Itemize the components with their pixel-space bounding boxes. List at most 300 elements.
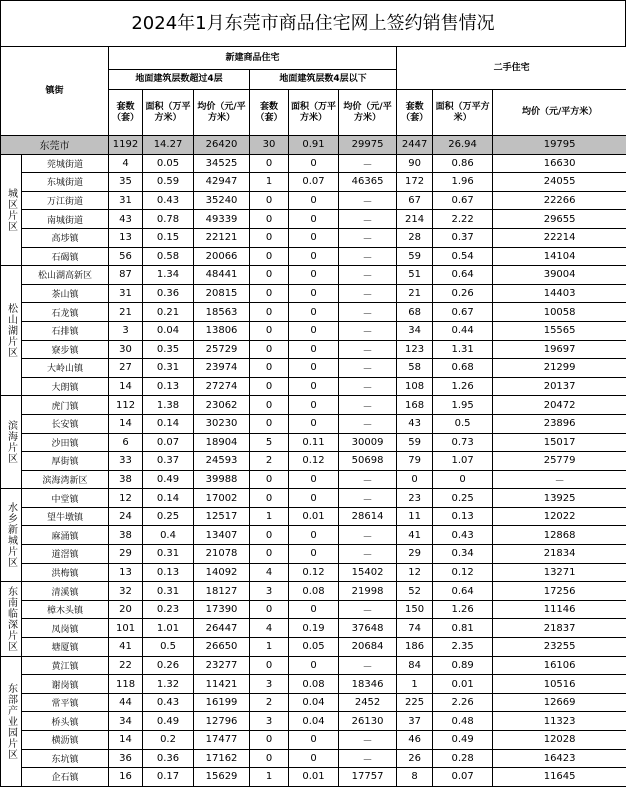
table-row <box>1 526 626 545</box>
cell-units-2nd: 46 <box>397 731 433 750</box>
table-row <box>1 284 626 303</box>
cell-units: 30 <box>109 340 143 359</box>
cell-price-2nd: 10058 <box>493 303 626 322</box>
cell-area-low: 0 <box>289 154 339 173</box>
cell-units-2nd: 108 <box>397 377 433 396</box>
cell-price-low: － <box>339 321 397 340</box>
cell-units-2nd: 168 <box>397 396 433 415</box>
region-label: 滨海片区 <box>1 396 22 489</box>
table-row <box>1 396 626 415</box>
cell-price-low: 37648 <box>339 619 397 638</box>
cell-area: 0.13 <box>143 563 194 582</box>
cell-area: 1.32 <box>143 675 194 694</box>
region-label: 松山湖片区 <box>1 266 22 396</box>
cell-units: 31 <box>109 191 143 210</box>
cell-area-2nd: 26.94 <box>433 136 493 155</box>
cell-units-low: 0 <box>250 470 289 489</box>
cell-units: 31 <box>109 284 143 303</box>
cell-units-low: 0 <box>250 526 289 545</box>
cell-units-low: 1 <box>250 507 289 526</box>
table-row <box>1 656 626 675</box>
cell-units: 56 <box>109 247 143 266</box>
cell-area: 0.36 <box>143 284 194 303</box>
table-row <box>1 359 626 378</box>
region-label: 城区片区 <box>1 154 22 266</box>
cell-area: 0.23 <box>143 600 194 619</box>
cell-area: 0.13 <box>143 377 194 396</box>
cell-units: 44 <box>109 693 143 712</box>
cell-price-2nd: 21299 <box>493 359 626 378</box>
town-name: 南城街道 <box>22 210 109 229</box>
cell-units-low: 0 <box>250 359 289 378</box>
town-name: 石排镇 <box>22 321 109 340</box>
cell-units: 87 <box>109 266 143 285</box>
cell-area-2nd: 1.26 <box>433 600 493 619</box>
cell-area-low: 0 <box>289 489 339 508</box>
cell-area-low: 0.11 <box>289 433 339 452</box>
cell-price-low: 18346 <box>339 675 397 694</box>
cell-price: 23277 <box>194 656 250 675</box>
cell-price-2nd: 22214 <box>493 228 626 247</box>
cell-price-2nd: 12022 <box>493 507 626 526</box>
cell-price-low: 17757 <box>339 768 397 787</box>
cell-area-2nd: 0.07 <box>433 768 493 787</box>
cell-units: 32 <box>109 582 143 601</box>
cell-units: 14 <box>109 731 143 750</box>
cell-price-low: 20684 <box>339 638 397 657</box>
cell-area: 0.36 <box>143 749 194 768</box>
town-name: 麻涌镇 <box>22 526 109 545</box>
cell-area: 0.2 <box>143 731 194 750</box>
cell-area-low: 0 <box>289 731 339 750</box>
cell-units-2nd: 11 <box>397 507 433 526</box>
town-name: 厚街镇 <box>22 452 109 471</box>
cell-units-low: 3 <box>250 675 289 694</box>
cell-units-2nd: 1 <box>397 675 433 694</box>
table-row <box>1 210 626 229</box>
town-name: 沙田镇 <box>22 433 109 452</box>
cell-units-2nd: 21 <box>397 284 433 303</box>
cell-units: 6 <box>109 433 143 452</box>
cell-area-low: 0 <box>289 656 339 675</box>
cell-area: 0.78 <box>143 210 194 229</box>
cell-area-2nd: 1.31 <box>433 340 493 359</box>
cell-area-2nd: 0.12 <box>433 563 493 582</box>
cell-units-2nd: 8 <box>397 768 433 787</box>
cell-price: 20066 <box>194 247 250 266</box>
cell-price-2nd: 11645 <box>493 768 626 787</box>
cell-area: 0.58 <box>143 247 194 266</box>
cell-price: 26420 <box>194 136 250 155</box>
cell-price: 23062 <box>194 396 250 415</box>
cell-units-low: 4 <box>250 563 289 582</box>
cell-price-2nd: 13271 <box>493 563 626 582</box>
cell-price-low: － <box>339 247 397 266</box>
cell-units-2nd: 41 <box>397 526 433 545</box>
cell-price-2nd: 24055 <box>493 173 626 192</box>
cell-price-2nd: 13925 <box>493 489 626 508</box>
cell-price-2nd: 20137 <box>493 377 626 396</box>
town-name: 黄江镇 <box>22 656 109 675</box>
cell-price-low: 50698 <box>339 452 397 471</box>
town-name: 道滘镇 <box>22 545 109 564</box>
cell-price: 17162 <box>194 749 250 768</box>
town-name: 东城街道 <box>22 173 109 192</box>
cell-price-2nd: 15565 <box>493 321 626 340</box>
cell-area: 0.43 <box>143 693 194 712</box>
cell-price: 12517 <box>194 507 250 526</box>
header-town: 镇街 <box>1 47 109 136</box>
table-row <box>1 303 626 322</box>
cell-area-low: 0.04 <box>289 712 339 731</box>
cell-price-2nd: 22266 <box>493 191 626 210</box>
cell-units: 112 <box>109 396 143 415</box>
cell-price: 23974 <box>194 359 250 378</box>
cell-units: 29 <box>109 545 143 564</box>
town-name: 茶山镇 <box>22 284 109 303</box>
cell-units-low: 5 <box>250 433 289 452</box>
cell-units-low: 0 <box>250 284 289 303</box>
cell-price-low: － <box>339 303 397 322</box>
cell-price-low: － <box>339 526 397 545</box>
cell-units-2nd: 186 <box>397 638 433 657</box>
town-name: 樟木头镇 <box>22 600 109 619</box>
cell-units-2nd: 52 <box>397 582 433 601</box>
cell-units: 33 <box>109 452 143 471</box>
cell-units: 38 <box>109 526 143 545</box>
table-row <box>1 228 626 247</box>
cell-units-low: 2 <box>250 452 289 471</box>
cell-price: 13407 <box>194 526 250 545</box>
town-name: 虎门镇 <box>22 396 109 415</box>
table-row <box>1 247 626 266</box>
cell-units: 36 <box>109 749 143 768</box>
table-row <box>1 377 626 396</box>
cell-area-low: 0 <box>289 210 339 229</box>
table-row <box>1 489 626 508</box>
cell-area-low: 0 <box>289 321 339 340</box>
cell-price-2nd: 17256 <box>493 582 626 601</box>
header-above-4-floors: 地面建筑层数超过4层 <box>109 70 250 90</box>
cell-units-2nd: 74 <box>397 619 433 638</box>
cell-units: 43 <box>109 210 143 229</box>
cell-price: 26447 <box>194 619 250 638</box>
cell-units: 16 <box>109 768 143 787</box>
cell-price: 17477 <box>194 731 250 750</box>
cell-area: 0.04 <box>143 321 194 340</box>
cell-area: 0.31 <box>143 359 194 378</box>
cell-price-low: 26130 <box>339 712 397 731</box>
cell-units-low: 2 <box>250 693 289 712</box>
header-units: 套数（套） <box>109 90 143 136</box>
town-name: 常平镇 <box>22 693 109 712</box>
header-price: 均价（元/平方米） <box>339 90 397 136</box>
cell-area-low: 0.01 <box>289 507 339 526</box>
header-area: 面积（万平方米） <box>433 90 493 136</box>
cell-area-low: 0 <box>289 228 339 247</box>
cell-price-low: 2452 <box>339 693 397 712</box>
cell-units: 14 <box>109 377 143 396</box>
cell-area-low: 0.04 <box>289 693 339 712</box>
cell-units: 13 <box>109 563 143 582</box>
cell-price: 35240 <box>194 191 250 210</box>
cell-area-2nd: 2.35 <box>433 638 493 657</box>
cell-price: 11421 <box>194 675 250 694</box>
cell-area-low: 0 <box>289 284 339 303</box>
cell-units-2nd: 214 <box>397 210 433 229</box>
cell-area: 0.05 <box>143 154 194 173</box>
cell-price-2nd: 21834 <box>493 545 626 564</box>
cell-price: 24593 <box>194 452 250 471</box>
cell-price-2nd: 19795 <box>493 136 626 155</box>
cell-units-low: 0 <box>250 396 289 415</box>
cell-price: 39988 <box>194 470 250 489</box>
cell-price-low: 29975 <box>339 136 397 155</box>
header-area: 面积（万平方米） <box>143 90 194 136</box>
cell-price-2nd: 12028 <box>493 731 626 750</box>
town-name: 长安镇 <box>22 414 109 433</box>
cell-area-low: 0 <box>289 526 339 545</box>
cell-units: 34 <box>109 712 143 731</box>
cell-units-low: 4 <box>250 619 289 638</box>
cell-area-2nd: 0.73 <box>433 433 493 452</box>
cell-price-low: 30009 <box>339 433 397 452</box>
cell-area-low: 0 <box>289 749 339 768</box>
town-name: 横沥镇 <box>22 731 109 750</box>
cell-price: 30230 <box>194 414 250 433</box>
cell-price: 27274 <box>194 377 250 396</box>
town-name: 石龙镇 <box>22 303 109 322</box>
cell-price-2nd: 20472 <box>493 396 626 415</box>
cell-price-low: － <box>339 396 397 415</box>
cell-area-2nd: 1.96 <box>433 173 493 192</box>
cell-area-2nd: 0.89 <box>433 656 493 675</box>
cell-price-2nd: 16423 <box>493 749 626 768</box>
table-row <box>1 452 626 471</box>
cell-area-low: 0.08 <box>289 675 339 694</box>
cell-units-low: 0 <box>250 600 289 619</box>
cell-price-low: － <box>339 545 397 564</box>
cell-price: 16199 <box>194 693 250 712</box>
cell-area-2nd: 0 <box>433 470 493 489</box>
cell-units: 24 <box>109 507 143 526</box>
cell-price-2nd: 29655 <box>493 210 626 229</box>
cell-price-2nd: 12669 <box>493 693 626 712</box>
cell-area: 0.49 <box>143 470 194 489</box>
cell-units: 4 <box>109 154 143 173</box>
cell-area: 0.21 <box>143 303 194 322</box>
town-name: 望牛墩镇 <box>22 507 109 526</box>
cell-area-low: 0 <box>289 303 339 322</box>
town-name: 莞城街道 <box>22 154 109 173</box>
table-row <box>1 619 626 638</box>
table-row <box>1 173 626 192</box>
table-row <box>1 693 626 712</box>
cell-price-2nd: 14403 <box>493 284 626 303</box>
cell-units-low: 30 <box>250 136 289 155</box>
cell-price-low: － <box>339 749 397 768</box>
cell-units-low: 0 <box>250 247 289 266</box>
cell-area-low: 0.01 <box>289 768 339 787</box>
cell-price-low: － <box>339 359 397 378</box>
cell-area-2nd: 0.68 <box>433 359 493 378</box>
cell-price-low: － <box>339 656 397 675</box>
cell-price: 21078 <box>194 545 250 564</box>
cell-area-2nd: 0.54 <box>433 247 493 266</box>
table-row-total <box>1 136 626 155</box>
cell-area-2nd: 1.95 <box>433 396 493 415</box>
cell-area-low: 0.91 <box>289 136 339 155</box>
cell-units-low: 0 <box>250 731 289 750</box>
cell-price-2nd: 15017 <box>493 433 626 452</box>
table-row <box>1 266 626 285</box>
header-units: 套数（套） <box>250 90 289 136</box>
table-row <box>1 638 626 657</box>
cell-units-2nd: 172 <box>397 173 433 192</box>
cell-price-low: － <box>339 489 397 508</box>
cell-price: 15629 <box>194 768 250 787</box>
town-name: 桥头镇 <box>22 712 109 731</box>
cell-units-low: 0 <box>250 545 289 564</box>
town-name: 大朗镇 <box>22 377 109 396</box>
cell-units-2nd: 51 <box>397 266 433 285</box>
cell-price: 14092 <box>194 563 250 582</box>
town-name: 企石镇 <box>22 768 109 787</box>
cell-area: 0.31 <box>143 545 194 564</box>
cell-area-2nd: 0.26 <box>433 284 493 303</box>
cell-units-2nd: 59 <box>397 433 433 452</box>
cell-units: 101 <box>109 619 143 638</box>
cell-units: 21 <box>109 303 143 322</box>
cell-area: 0.15 <box>143 228 194 247</box>
table-row <box>1 675 626 694</box>
cell-area: 0.14 <box>143 489 194 508</box>
cell-units-2nd: 68 <box>397 303 433 322</box>
cell-area-2nd: 0.64 <box>433 582 493 601</box>
cell-price: 18904 <box>194 433 250 452</box>
cell-area: 0.17 <box>143 768 194 787</box>
cell-area-2nd: 0.81 <box>433 619 493 638</box>
cell-units-low: 1 <box>250 768 289 787</box>
cell-units: 14 <box>109 414 143 433</box>
cell-area-low: 0 <box>289 545 339 564</box>
cell-area: 0.14 <box>143 414 194 433</box>
cell-price-2nd: 11146 <box>493 600 626 619</box>
cell-price-low: － <box>339 731 397 750</box>
cell-area-2nd: 0.5 <box>433 414 493 433</box>
cell-units-low: 3 <box>250 712 289 731</box>
cell-area-low: 0 <box>289 600 339 619</box>
cell-units: 20 <box>109 600 143 619</box>
cell-price-2nd: 14104 <box>493 247 626 266</box>
cell-units: 38 <box>109 470 143 489</box>
cell-area-2nd: 2.22 <box>433 210 493 229</box>
cell-area: 0.49 <box>143 712 194 731</box>
cell-area-2nd: 0.67 <box>433 191 493 210</box>
cell-units-2nd: 29 <box>397 545 433 564</box>
cell-units-2nd: 0 <box>397 470 433 489</box>
cell-area: 0.25 <box>143 507 194 526</box>
cell-area: 0.59 <box>143 173 194 192</box>
cell-units: 12 <box>109 489 143 508</box>
cell-price-low: － <box>339 154 397 173</box>
cell-area: 0.35 <box>143 340 194 359</box>
cell-price: 17002 <box>194 489 250 508</box>
cell-price-low: 15402 <box>339 563 397 582</box>
cell-units-low: 1 <box>250 173 289 192</box>
cell-units-2nd: 28 <box>397 228 433 247</box>
cell-units-2nd: 12 <box>397 563 433 582</box>
cell-area: 1.38 <box>143 396 194 415</box>
cell-area-low: 0 <box>289 359 339 378</box>
cell-price-low: － <box>339 266 397 285</box>
cell-area-2nd: 2.26 <box>433 693 493 712</box>
region-label: 东南临深片区 <box>1 582 22 656</box>
cell-price: 34525 <box>194 154 250 173</box>
cell-area-2nd: 0.34 <box>433 545 493 564</box>
cell-price-2nd: 39004 <box>493 266 626 285</box>
cell-area-low: 0.12 <box>289 563 339 582</box>
cell-price: 22121 <box>194 228 250 247</box>
town-name: 滨海湾新区 <box>22 470 109 489</box>
cell-units-2nd: 2447 <box>397 136 433 155</box>
town-name: 凤岗镇 <box>22 619 109 638</box>
table-row <box>1 340 626 359</box>
cell-price-2nd: 16106 <box>493 656 626 675</box>
cell-area: 0.5 <box>143 638 194 657</box>
cell-units-2nd: 23 <box>397 489 433 508</box>
cell-area: 0.26 <box>143 656 194 675</box>
cell-units-low: 0 <box>250 266 289 285</box>
table-row <box>1 470 626 489</box>
cell-units: 22 <box>109 656 143 675</box>
cell-units-low: 0 <box>250 321 289 340</box>
cell-units-2nd: 58 <box>397 359 433 378</box>
cell-area: 0.31 <box>143 582 194 601</box>
cell-price-2nd: 23896 <box>493 414 626 433</box>
cell-units-2nd: 79 <box>397 452 433 471</box>
sales-table <box>0 46 626 787</box>
cell-area-low: 0.05 <box>289 638 339 657</box>
cell-price-2nd: 23255 <box>493 638 626 657</box>
cell-area-2nd: 1.26 <box>433 377 493 396</box>
table-row <box>1 191 626 210</box>
cell-units: 41 <box>109 638 143 657</box>
cell-units-low: 1 <box>250 638 289 657</box>
cell-units-low: 0 <box>250 191 289 210</box>
town-name: 塘厦镇 <box>22 638 109 657</box>
cell-units-2nd: 37 <box>397 712 433 731</box>
cell-area-2nd: 0.44 <box>433 321 493 340</box>
table-row <box>1 433 626 452</box>
cell-price: 18563 <box>194 303 250 322</box>
cell-area-low: 0 <box>289 266 339 285</box>
cell-units-low: 0 <box>250 210 289 229</box>
cell-price-2nd: － <box>493 470 626 489</box>
cell-price-low: 28614 <box>339 507 397 526</box>
table-row <box>1 731 626 750</box>
cell-area-low: 0 <box>289 396 339 415</box>
cell-units-2nd: 26 <box>397 749 433 768</box>
table-row <box>1 600 626 619</box>
cell-units: 27 <box>109 359 143 378</box>
cell-price-low: － <box>339 210 397 229</box>
cell-price-low: － <box>339 228 397 247</box>
cell-area-low: 0 <box>289 414 339 433</box>
table-row <box>1 768 626 787</box>
cell-price-low: － <box>339 191 397 210</box>
cell-price: 20815 <box>194 284 250 303</box>
